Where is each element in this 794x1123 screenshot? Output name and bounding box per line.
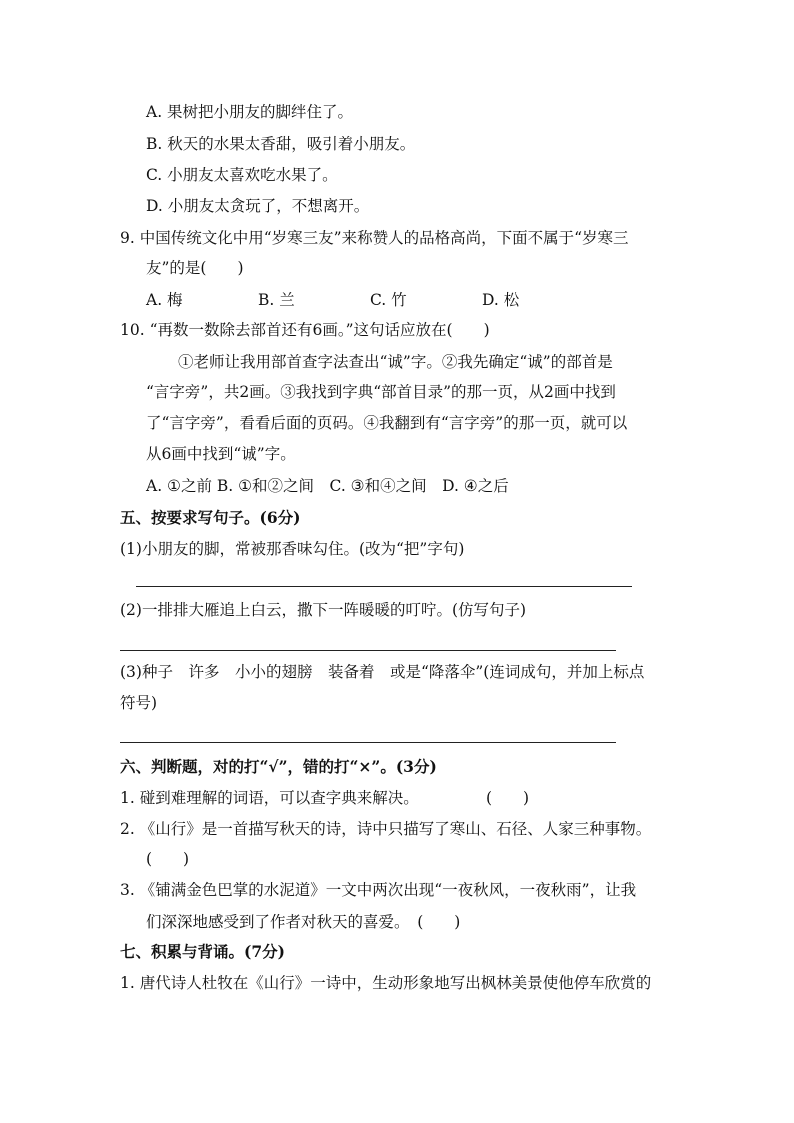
section5-item3-line1: (3)种子 许多 小小的翅膀 装备着 或是“降落伞”(连词成句，并加上标点 — [120, 663, 645, 681]
q9-question-line1: 9. 中国传统文化中用“岁寒三友”来称赞人的品格高尚，下面不属于“岁寒三 — [120, 229, 629, 247]
section6-item2-line1: 2. 《山行》是一首描写秋天的诗，诗中只描写了寒山、石径、人家三种事物。 — [120, 820, 652, 838]
q9-option-c: C. 竹 — [370, 291, 407, 309]
section6-item3-line2: 们深深地感受到了作者对秋天的喜爱。 ( ) — [146, 913, 461, 931]
section7-heading: 七、积累与背诵。(7分) — [120, 942, 285, 961]
q10-passage-line1: ①老师让我用部首查字法查出“诚”字。②我先确定“诚”的部首是 — [178, 353, 613, 371]
section6-item1-bracket[interactable]: ( ) — [486, 789, 530, 807]
section6-item3-line1: 3. 《铺满金色巴掌的水泥道》一文中两次出现“一夜秋风，一夜秋雨”，让我 — [120, 881, 637, 899]
answer-line-3[interactable] — [120, 742, 616, 743]
section6-item2-bracket[interactable]: ( ) — [146, 850, 190, 868]
answer-line-1[interactable] — [136, 586, 632, 587]
q9-option-b: B. 兰 — [258, 291, 295, 309]
answer-line-2[interactable] — [120, 650, 616, 651]
q8-option-a: A. 果树把小朋友的脚绊住了。 — [146, 103, 354, 121]
section6-heading: 六、判断题，对的打“√”，错的打“×”。(3分) — [120, 757, 437, 776]
section7-item1-line1: 1. 唐代诗人杜牧在《山行》一诗中，生动形象地写出枫林美景使他停车欣赏的 — [120, 974, 652, 992]
q8-option-d: D. 小朋友太贪玩了，不想离开。 — [146, 197, 370, 215]
q10-options: A. ①之前 B. ①和②之间 C. ③和④之间 D. ④之后 — [146, 477, 509, 495]
section5-item2: (2)一排排大雁追上白云，撒下一阵暖暖的叮咛。(仿写句子) — [120, 601, 527, 619]
q10-question: 10. “再数一数除去部首还有6画。”这句话应放在( ) — [120, 321, 490, 339]
q10-passage-line2: “言字旁”，共2画。③我找到字典“部首目录”的那一页，从2画中找到 — [146, 383, 616, 401]
q9-option-a: A. 梅 — [146, 291, 183, 309]
q8-option-c: C. 小朋友太喜欢吃水果了。 — [146, 166, 338, 184]
section5-item3-line2: 符号) — [120, 694, 158, 712]
q9-option-d: D. 松 — [482, 291, 520, 309]
q8-option-b: B. 秋天的水果太香甜，吸引着小朋友。 — [146, 135, 416, 153]
section5-item1: (1)小朋友的脚，常被那香味勾住。(改为“把”字句) — [120, 540, 465, 558]
section6-item1-text: 1. 碰到难理解的词语，可以查字典来解决。 — [120, 789, 419, 807]
q9-question-line2: 友”的是( ) — [146, 259, 244, 277]
section5-heading: 五、按要求写句子。(6分) — [120, 508, 301, 527]
q10-passage-line3: 了“言字旁”，看看后面的页码。④我翻到有“言字旁”的那一页，就可以 — [146, 414, 628, 432]
q10-passage-line4: 从6画中找到“诚”字。 — [146, 445, 296, 463]
